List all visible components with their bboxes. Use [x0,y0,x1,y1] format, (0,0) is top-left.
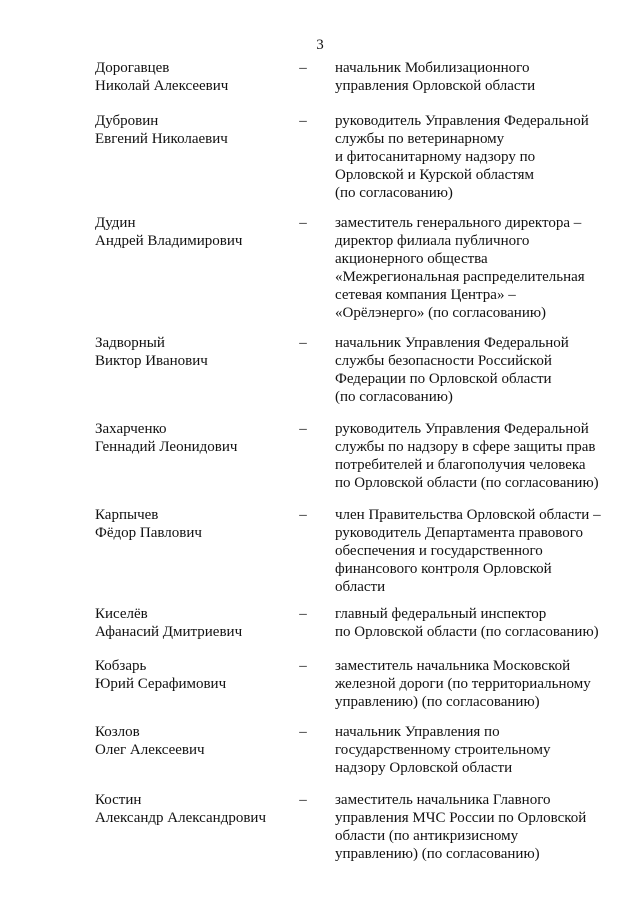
member-given-names: Виктор Иванович [95,353,208,369]
separator-dash: – [299,60,307,76]
separator-dash: – [299,606,307,622]
member-surname: Задворный [95,335,165,351]
position-line: «Орёлэнерго» (по согласованию) [335,305,547,321]
separator-dash: – [299,421,307,437]
position-line: по Орловской области (по согласованию) [335,475,599,491]
member-given-names: Александр Александрович [95,810,266,826]
position-line: управлению) (по согласованию) [335,694,540,710]
member-name [95,791,295,827]
position-line: службы по надзору в сфере защиты прав [335,439,596,455]
member-surname: Дорогавцев [95,60,170,76]
position-line: Федерации по Орловской области [335,371,552,387]
position-line: начальник Мобилизационного [335,60,530,76]
member-position [335,657,635,711]
position-line: Орловской и Курской областям [335,167,534,183]
member-position [335,59,635,95]
member-name [95,214,295,250]
position-line: по Орловской области (по согласованию) [335,624,599,640]
member-name [95,112,295,148]
member-position [335,334,635,406]
position-line: начальник Управления Федеральной [335,335,569,351]
separator-dash: – [299,792,307,808]
position-line: директор филиала публичного [335,233,530,249]
position-line: железной дороги (по территориальному [335,676,591,692]
member-given-names: Николай Алексеевич [95,78,229,94]
position-line: и фитосанитарному надзору по [335,149,536,165]
member-given-names: Юрий Серафимович [95,676,227,692]
member-given-names: Фёдор Павлович [95,525,202,541]
member-position [335,605,635,641]
member-position [335,112,635,202]
member-surname: Костин [95,792,142,808]
member-surname: Карпычев [95,507,159,523]
separator-dash: – [299,658,307,674]
position-line: службы по ветеринарному [335,131,505,147]
position-line: заместитель начальника Московской [335,658,571,674]
position-line: заместитель начальника Главного [335,792,551,808]
member-name [95,420,295,456]
member-name [95,59,295,95]
position-line: (по согласованию) [335,389,453,405]
position-line: «Межрегиональная распределительная [335,269,585,285]
member-position [335,214,635,322]
page-number: 3 [316,37,324,53]
member-name [95,506,295,542]
member-given-names: Олег Алексеевич [95,742,205,758]
position-line: управлению) (по согласованию) [335,846,540,862]
position-line: службы безопасности Российской [335,353,552,369]
member-position [335,420,635,492]
position-line: (по согласованию) [335,185,453,201]
member-surname: Захарченко [95,421,167,437]
position-line: финансового контроля Орловской [335,561,552,577]
member-name [95,657,295,693]
member-position [335,506,635,596]
position-line: области (по антикризисному [335,828,519,844]
position-line: заместитель генерального директора – [335,215,582,231]
member-surname: Козлов [95,724,140,740]
position-line: руководитель Департамента правового [335,525,584,541]
member-position [335,723,635,777]
member-given-names: Афанасий Дмитриевич [95,624,243,640]
position-line: главный федеральный инспектор [335,606,547,622]
position-line: потребителей и благополучия человека [335,457,586,473]
separator-dash: – [299,335,307,351]
separator-dash: – [299,113,307,129]
member-name [95,723,295,759]
member-name [95,605,295,641]
position-line: надзору Орловской области [335,760,513,776]
position-line: руководитель Управления Федеральной [335,113,589,129]
member-surname: Дубровин [95,113,159,129]
position-line: управления МЧС России по Орловской [335,810,587,826]
position-line: государственному строительному [335,742,551,758]
position-line: начальник Управления по [335,724,500,740]
member-surname: Киселёв [95,606,148,622]
member-name [95,334,295,370]
separator-dash: – [299,215,307,231]
position-line: член Правительства Орловской области – [335,507,601,523]
position-line: акционерного общества [335,251,488,267]
member-surname: Кобзарь [95,658,147,674]
separator-dash: – [299,724,307,740]
member-given-names: Геннадий Леонидович [95,439,238,455]
member-surname: Дудин [95,215,136,231]
position-line: обеспечения и государственного [335,543,543,559]
member-given-names: Андрей Владимирович [95,233,243,249]
member-position [335,791,635,863]
position-line: управления Орловской области [335,78,536,94]
member-given-names: Евгений Николаевич [95,131,228,147]
position-line: руководитель Управления Федеральной [335,421,589,437]
separator-dash: – [299,507,307,523]
position-line: сетевая компания Центра» – [335,287,516,303]
position-line: области [335,579,386,595]
